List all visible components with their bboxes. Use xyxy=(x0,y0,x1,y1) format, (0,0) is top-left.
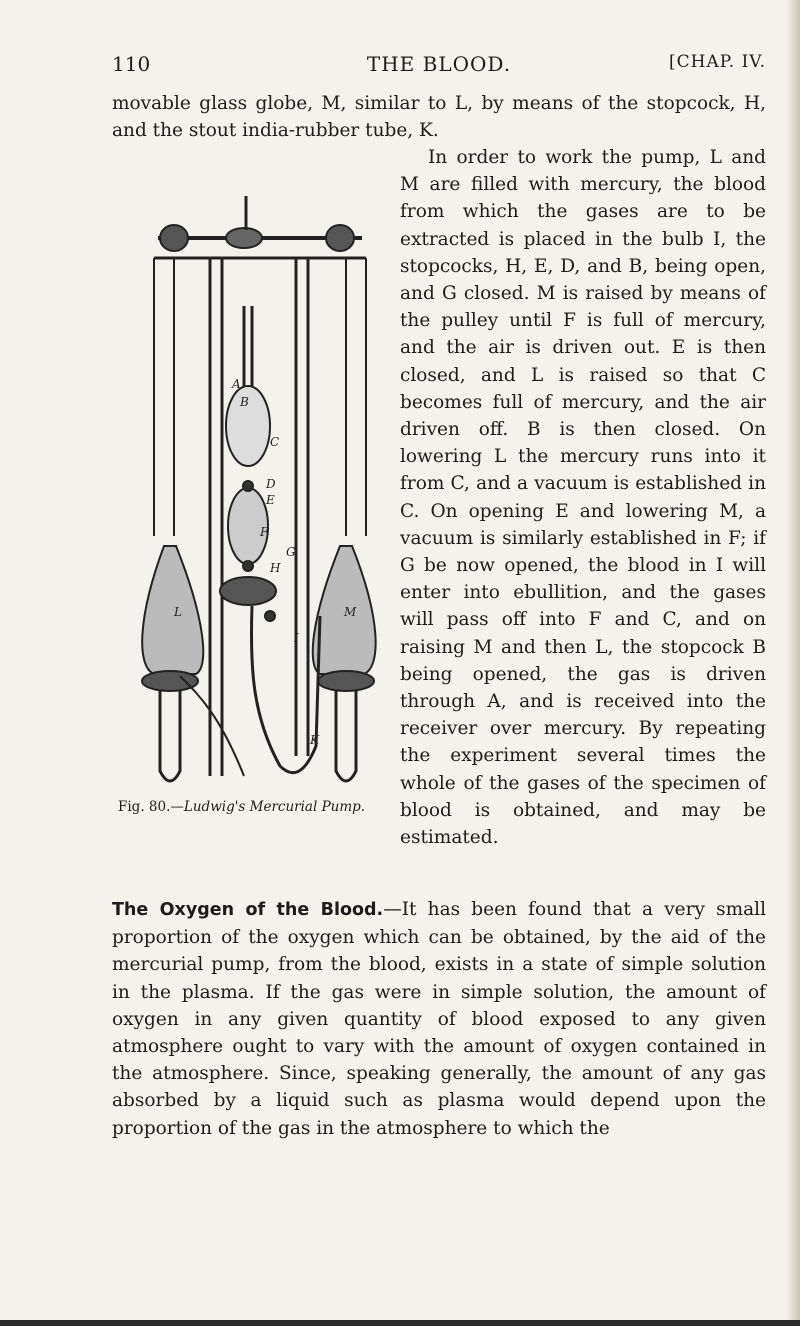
label-I: I xyxy=(294,631,299,645)
page-number: 110 xyxy=(112,52,151,76)
pump-illustration xyxy=(140,196,380,792)
figure-title: —Ludwig's Mercurial Pump. xyxy=(170,799,366,815)
figure-caption xyxy=(118,799,403,815)
running-header xyxy=(112,52,766,82)
label-K: K xyxy=(310,733,319,747)
label-M: M xyxy=(344,605,357,619)
label-B: B xyxy=(240,395,249,409)
paragraph-oxygen xyxy=(112,896,766,1142)
label-H: H xyxy=(270,561,281,575)
label-L: L xyxy=(174,605,182,619)
figure-number: Fig. 80. xyxy=(118,799,171,815)
label-E: E xyxy=(266,493,275,507)
chapter-label: [CHAP. IV. xyxy=(669,52,766,72)
section-heading: The Oxygen of the Blood. xyxy=(112,900,384,920)
bottom-edge xyxy=(0,1320,800,1326)
label-G: G xyxy=(286,545,296,559)
paragraph-continuation: movable glass globe, M, similar to L, by means of the stopcock, H, and the stout india-rubber tube, K. xyxy=(112,93,766,142)
paragraph-pump-procedure: In order to work the pump, L and M are filled with mercury, the blood from which the gases are to be extracted is placed in the bulb I, the stopcocks, H, E, D, and B, being open, and G closed. M is raised by means of the pulley until F is full of mercury, and the air is driven out. E is then closed, and L is raised so that C becomes full of mercury, and the air driven off. B is then closed. On lowering L the mercury runs into it from C, and a vacuum is established in C. On opening E and lowering M, a vacuum is similarly established in F; if G be now opened, the blood in I will enter into ebullition, and the gases will pass off into F and C, and on raising M and then L, the stopcock B being opened, the gas is driven through A, and is received into the receiver over mercury. By repeating the experiment several times the whole of the gases of the specimen of blood is obtained, and may be estimated. xyxy=(400,147,766,849)
page-edge-shadow xyxy=(786,0,800,1326)
paragraph-oxygen-body: —It has been found that a very small proportion of the oxygen which can be obtained, by the aid of the mercurial pump, from the blood, exists in a state of simple solution in the plasma. If the gas were in simple solution, the amount of oxygen in any given quantity of blood exposed to any given atmosphere ought to vary with the amount of oxygen contained in the atmosphere. Since, speaking generally, the amount of any gas absorbed by a liquid such as plasma would depend upon the proportion of the gas in the atmosphere to which the xyxy=(112,899,767,1139)
running-title: THE BLOOD. xyxy=(366,52,512,76)
figure-mercurial-pump xyxy=(140,196,380,792)
label-D: D xyxy=(266,477,276,491)
label-C: C xyxy=(270,435,280,449)
label-F: F xyxy=(260,525,269,539)
label-A: A xyxy=(232,377,241,391)
